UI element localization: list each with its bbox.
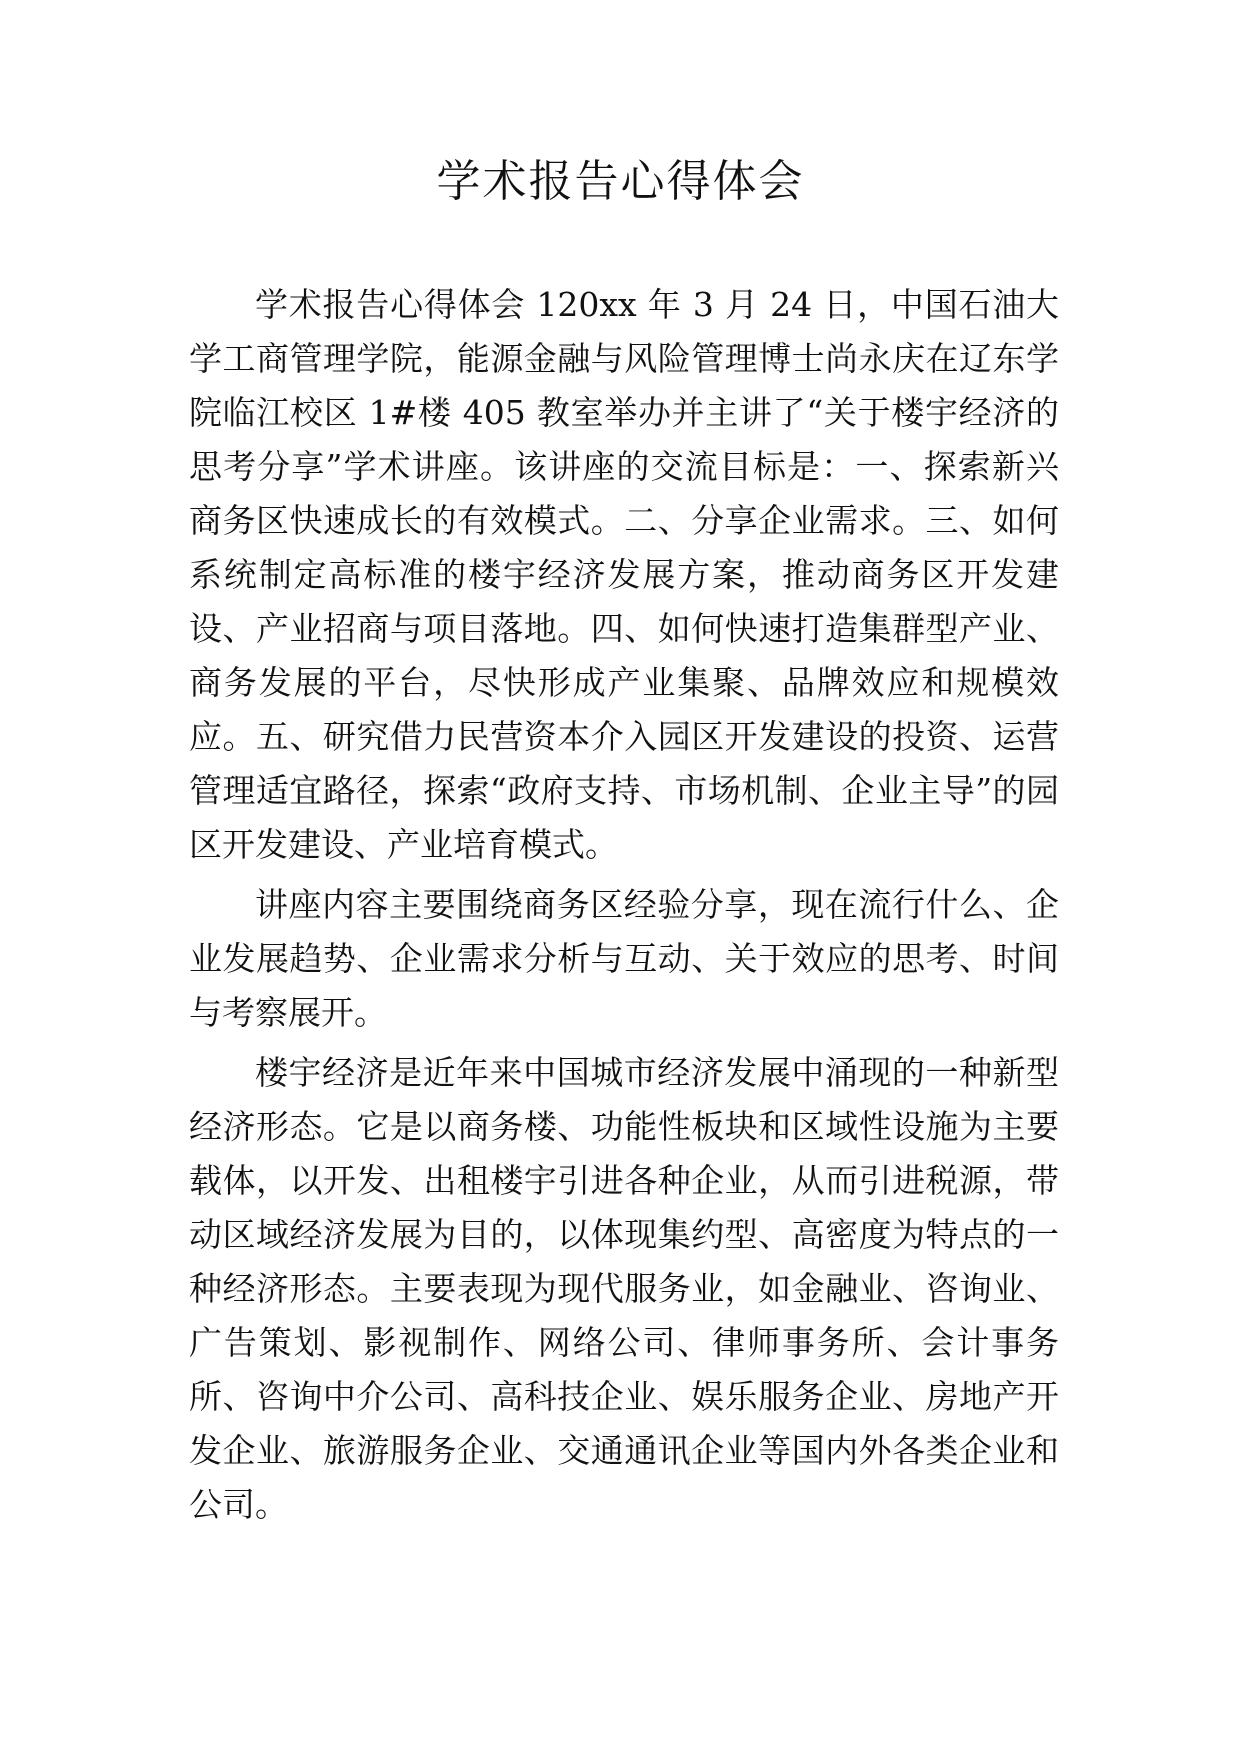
- document-title: 学术报告心得体会: [436, 156, 805, 207]
- paragraph-3: 楼宇经济是近年来中国城市经济发展中涌现的一种新型经济形态。它是以商务楼、功能性板块和区域性设施为主要载体，以开发、出租楼宇引进各种企业，从而引进税源，带动区域经济发展为目的，以体现集约型、高密度为特点的一种经济形态。主要表现为现代服务业，如金融业、咨询业、广告策划、影视制作、网络公司、律师事务所、会计事务所、咨询中介公司、高科技企业、娱乐服务企业、房地产开发企业、旅游服务企业、交通通讯企业等国内外各类企业和公司。: [189, 1053, 1059, 1524]
- document-body: [189, 278, 1059, 1538]
- paragraph-2: 讲座内容主要围绕商务区经验分享，现在流行什么、企业发展趋势、企业需求分析与互动、关于效应的思考、时间与考察展开。: [189, 885, 1059, 1032]
- paragraph-1: 学术报告心得体会 120xx 年 3 月 24 日，中国石油大学工商管理学院，能源金融与风险管理博士尚永庆在辽东学院临江校区 1#楼 405 教室举办并主讲了“关于楼宇经济的思考分享”学术讲座。该讲座的交流目标是：一、探索新兴商务区快速成长的有效模式。二、分享企业需求。三、如何系统制定高标准的楼宇经济发展方案，推动商务区开发建设、产业招商与项目落地。四、如何快速打造集群型产业、商务发展的平台，尽快形成产业集聚、品牌效应和规模效应。五、研究借力民营资本介入园区开发建设的投资、运营管理适宜路径，探索“政府支持、市场机制、企业主导”的园区开发建设、产业培育模式。: [189, 285, 1059, 864]
